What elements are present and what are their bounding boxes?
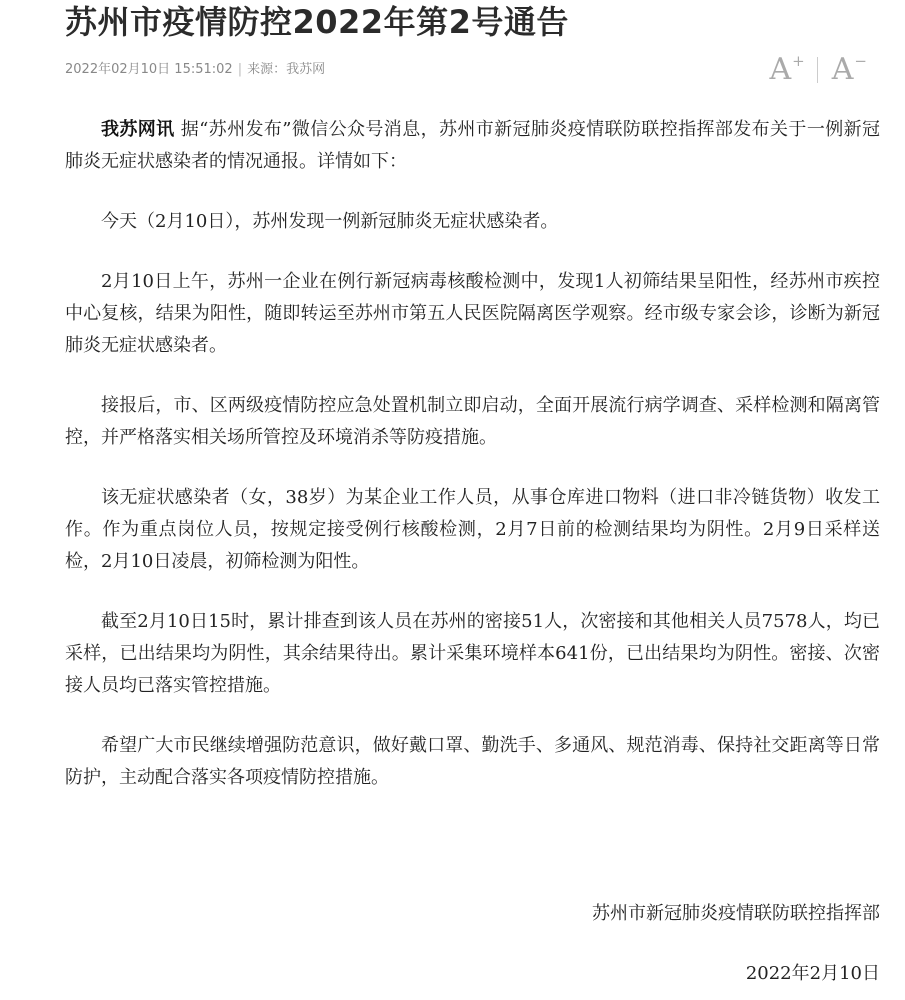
paragraph: 希望广大市民继续增强防范意识，做好戴口罩、勤洗手、多通风、规范消毒、保持社交距离等日常防护，主动配合落实各项疫情防控措施。: [65, 735, 880, 788]
article-title: 苏州市疫情防控2022年第2号通告: [65, 3, 569, 41]
paragraph-intro-text: 据“苏州发布”微信公众号消息，苏州市新冠肺炎疫情联防联控指挥部发布关于一例新冠肺炎无症状感染者的情况通报。详情如下：: [65, 119, 881, 172]
article-meta: [65, 60, 325, 80]
issuer-signature: 苏州市新冠肺炎疫情联防联控指挥部: [592, 903, 880, 924]
font-increase-letter: A: [769, 52, 792, 87]
font-increase-button[interactable]: [770, 52, 805, 88]
font-controls-divider: [817, 57, 818, 83]
issue-date: 2022年2月10日: [745, 963, 880, 984]
paragraph: 该无症状感染者（女，38岁）为某企业工作人员，从事仓库进口物料（进口非冷链货物）收发工作。作为重点岗位人员，按规定接受例行核酸检测，2月7日前的检测结果均为阴性。2月9日采样送检，2月10日凌晨，初筛检测为阳性。: [65, 487, 880, 572]
article-body: [65, 114, 880, 822]
lead-source: 我苏网讯: [101, 119, 175, 140]
paragraph: 接报后，市、区两级疫情防控应急处置机制立即启动，全面开展流行病学调查、采样检测和隔离管控，并严格落实相关场所管控及环境消杀等防疫措施。: [65, 395, 880, 448]
article-source: 来源：我苏网: [247, 62, 326, 77]
meta-separator: |: [237, 62, 243, 77]
font-decrease-letter: A: [831, 52, 854, 87]
plus-icon: +: [792, 52, 805, 70]
font-decrease-button[interactable]: [832, 52, 867, 88]
font-size-controls: [770, 52, 868, 88]
paragraph-intro: [65, 114, 880, 178]
paragraph: 截至2月10日15时，累计排查到该人员在苏州的密接51人，次密接和其他相关人员7578人，均已采样，已出结果均为阴性，其余结果待出。累计采集环境样本641份，已出结果均为阴性。密接、次密接人员均已落实管控措施。: [65, 611, 880, 696]
minus-icon: −: [854, 52, 867, 70]
publish-datetime: 2022年02月10日 15:51:02: [65, 62, 233, 77]
paragraph: 今天（2月10日），苏州发现一例新冠肺炎无症状感染者。: [101, 211, 559, 232]
paragraph: 2月10日上午，苏州一企业在例行新冠病毒核酸检测中，发现1人初筛结果呈阳性，经苏州市疾控中心复核，结果为阳性，随即转运至苏州市第五人民医院隔离医学观察。经市级专家会诊，诊断为新冠肺炎无症状感染者。: [65, 271, 880, 356]
